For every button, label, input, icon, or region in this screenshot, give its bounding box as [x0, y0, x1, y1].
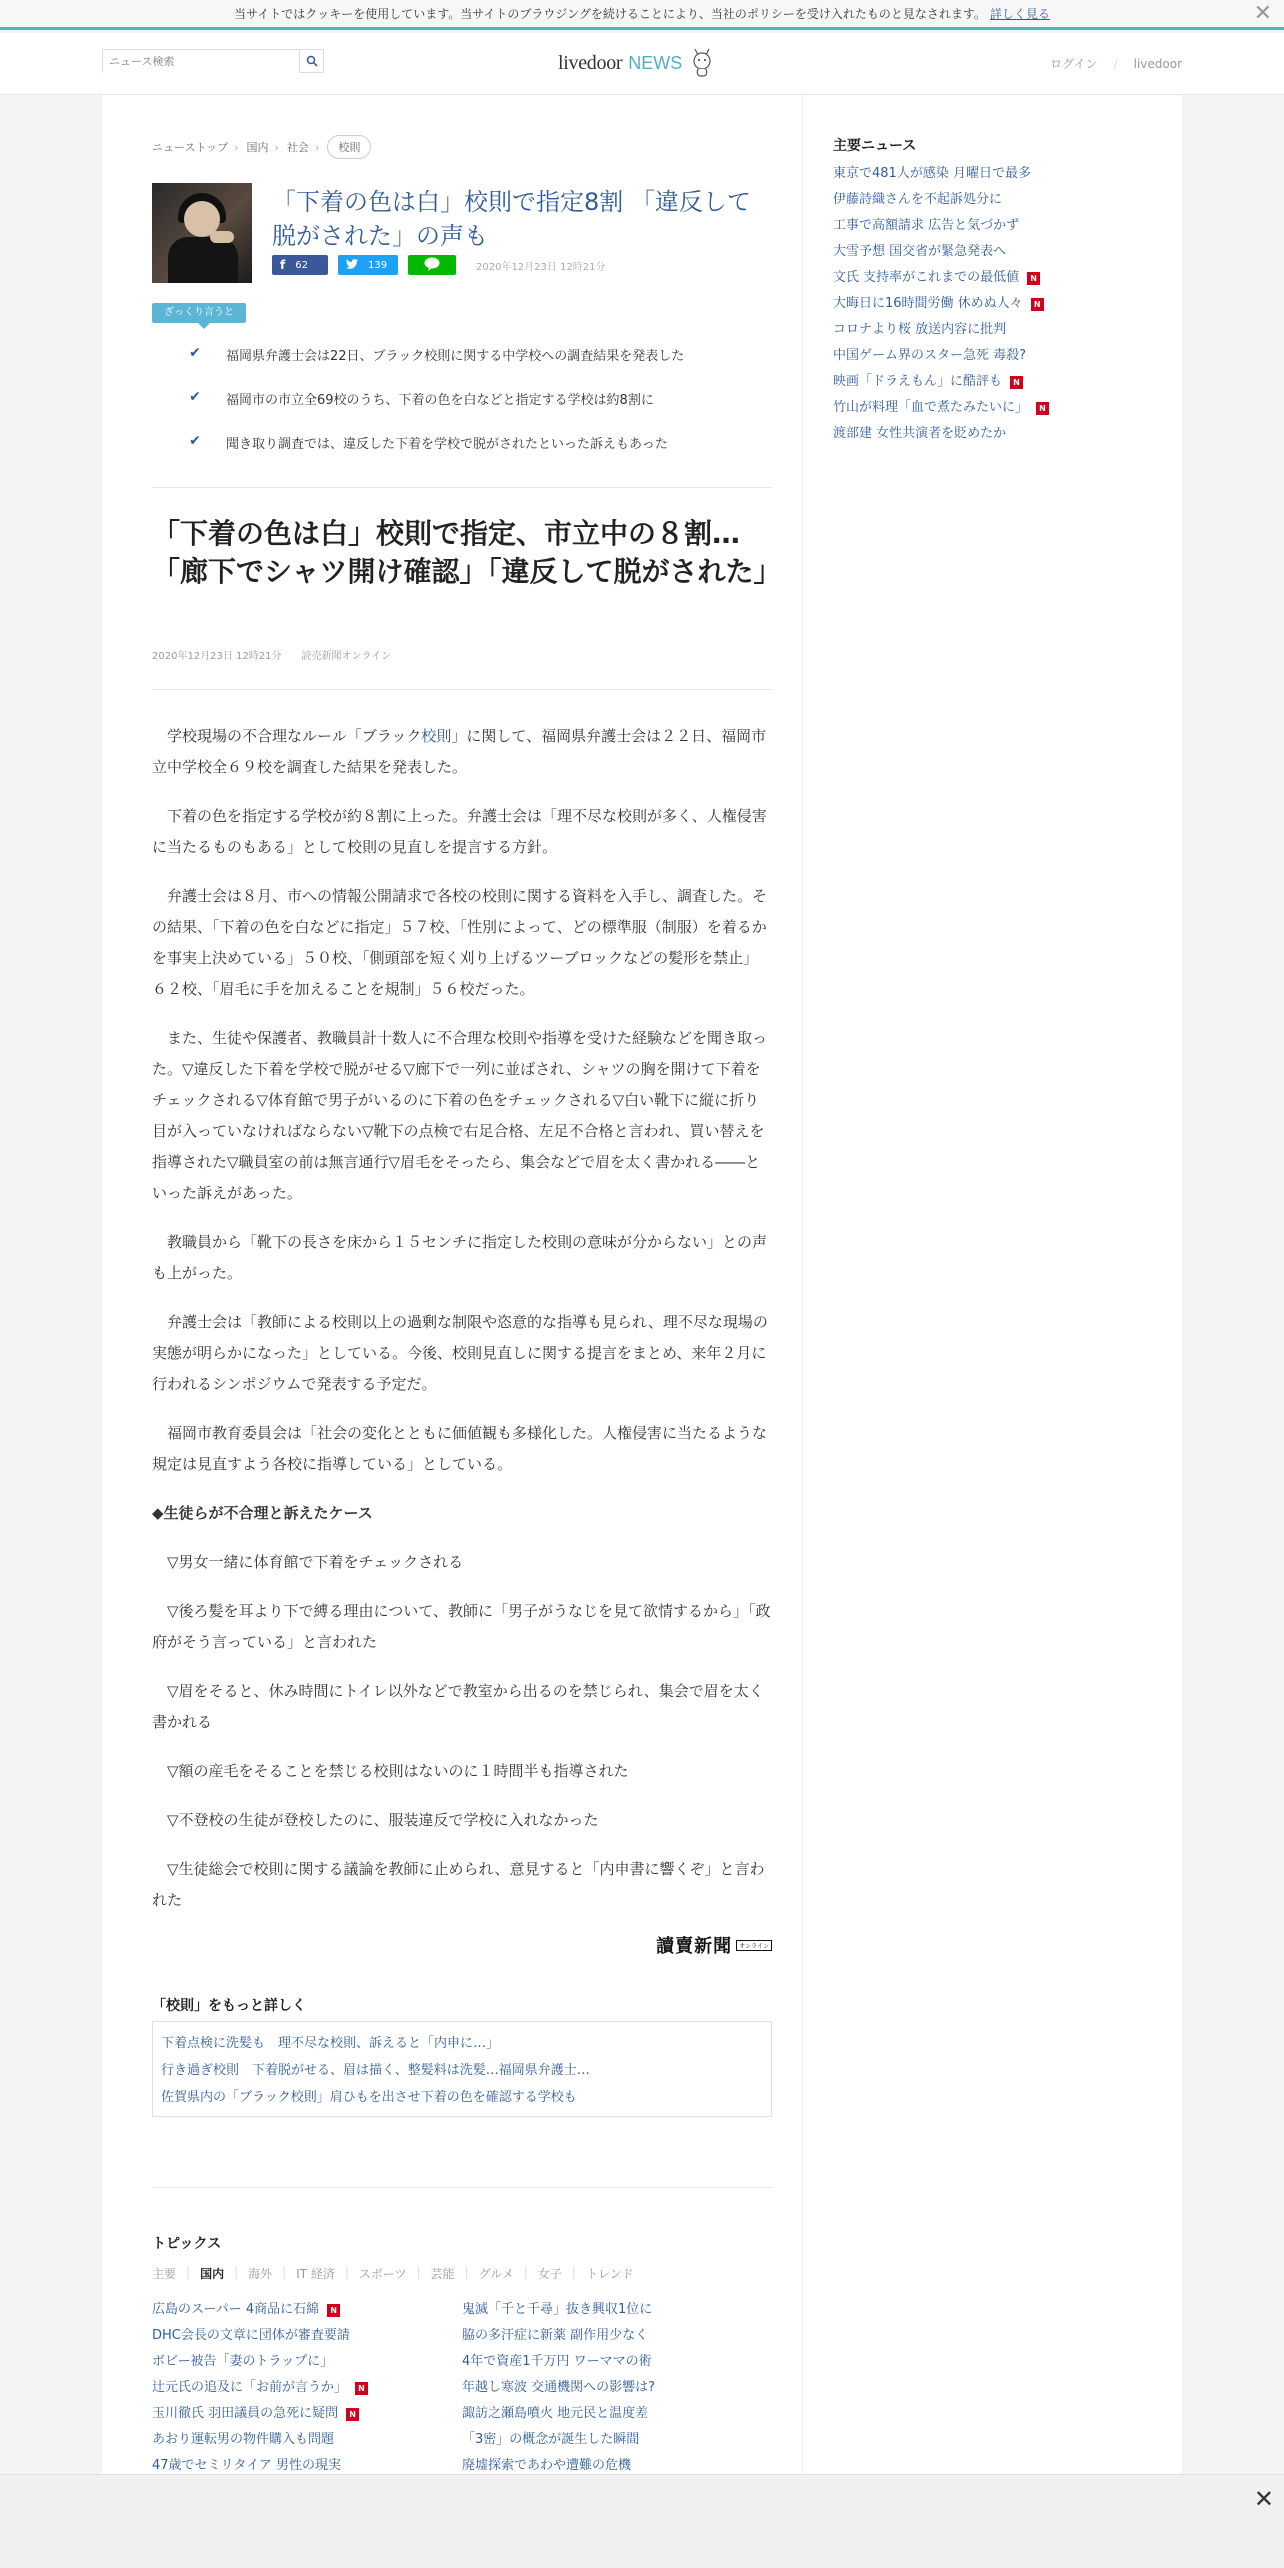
sidebar-news-item[interactable]: 工事で高額請求 広告と気づかず [833, 218, 1020, 233]
topic-link[interactable]: 脇の多汗症に新薬 副作用少なく [462, 2328, 649, 2343]
sidebar-heading: 主要ニュース [833, 138, 917, 154]
new-badge: N [1031, 298, 1044, 311]
sidebar-news-item[interactable]: 渡部建 女性共演者を貶めたか [833, 426, 1007, 441]
summary-point [180, 389, 780, 433]
topics-left-column [152, 2297, 452, 2479]
related-link[interactable]: 下着点検に洗髪も 理不尽な校則、訴えると「内申に…」 [161, 2036, 500, 2051]
yomiuri-logo[interactable] [652, 1933, 772, 1957]
related-heading: 「校則」をもっと詳しく [152, 1998, 306, 2014]
news-search [102, 49, 324, 73]
check-icon: ✔ [189, 389, 201, 405]
article-paragraph [152, 721, 772, 783]
sidebar-news-item[interactable]: 竹山が料理「血で煮たみたいに」 N [833, 395, 1153, 421]
related-links [152, 2021, 772, 2117]
summary-point-text: 福岡県弁護士会は22日、ブラック校則に関する中学校への調査結果を発表した [226, 349, 685, 364]
topic-link[interactable]: 廃墟探索であわや遭難の危機 [462, 2458, 632, 2473]
sidebar-news-item[interactable]: 映画「ドラえもん」に酷評も N [833, 369, 1153, 395]
facebook-count: 62 [295, 259, 308, 271]
section-divider [152, 689, 772, 690]
chevron-right-icon: › [314, 140, 320, 154]
topic-link[interactable]: 4年で資産1千万円 ワーママの術 [462, 2354, 652, 2369]
paragraph-text: 」に関して、福岡県弁護士会は２２日、福岡市立中学校全６９校を調査した結果を発表した。 [152, 727, 767, 776]
twitter-count: 139 [368, 259, 388, 271]
topics-heading: トピックス [152, 2236, 222, 2252]
sidebar-news-list [833, 161, 1153, 447]
line-icon [424, 257, 440, 274]
topic-link[interactable]: 諏訪之瀬島噴火 地元民と温度差 [462, 2406, 649, 2421]
breadcrumb [152, 135, 371, 159]
sidebar-news-item[interactable]: 大晦日に16時間労働 休めぬ人々 N [833, 291, 1153, 317]
tab-overseas[interactable]: 海外 [248, 2267, 273, 2281]
topic-link[interactable]: 「3密」の概念が誕生した瞬間 [462, 2432, 640, 2447]
cookie-more-link[interactable]: 詳しく見る [989, 7, 1050, 21]
facebook-icon: f [280, 258, 286, 272]
header-links [1034, 55, 1182, 72]
chevron-right-icon: › [274, 140, 279, 154]
chevron-right-icon: › [234, 140, 239, 154]
topic-link[interactable]: あおり運転男の物件購入も問題 [152, 2432, 335, 2447]
summary-label: ざっくり言うと [152, 303, 246, 323]
breadcrumb-item[interactable]: 社会 [286, 141, 309, 154]
related-link[interactable]: 佐賀県内の「ブラック校則」肩ひもを出させ下着の色を確認する学校も [161, 2090, 577, 2105]
check-icon: ✔ [189, 345, 201, 361]
search-input[interactable] [103, 51, 299, 73]
topic-link[interactable]: 年越し寒波 交通機関への影響は? [462, 2380, 656, 2395]
site-header [0, 33, 1284, 95]
summary-points [180, 345, 780, 477]
article-date: 2020年12月23日 12時21分 [152, 651, 282, 662]
topic-tabs: 主要 | 国内 | 海外 | IT 経済 | スポーツ | 芸能 | グルメ | 女子 | トレンド [152, 2265, 634, 2281]
article-subheading: ◆生徒らが不合理と訴えたケース [152, 1504, 373, 1522]
case-item: ▽不登校の生徒が登校したのに、服装違反で学校に入れなかった [167, 1811, 599, 1829]
new-badge: N [1036, 402, 1049, 415]
tab-entertainment[interactable]: 芸能 [430, 2267, 455, 2281]
breadcrumb-item[interactable]: 国内 [246, 141, 269, 154]
login-link[interactable]: ログイン [1050, 57, 1098, 71]
new-badge: N [346, 2408, 359, 2421]
section-divider [152, 487, 772, 488]
tab-domestic[interactable]: 国内 [200, 2267, 225, 2281]
case-item: ▽眉をそると、休み時間にトイレ以外などで教室から出るのを禁じられ、集会で眉を太く書かれる [152, 1682, 764, 1731]
logo-news: NEWS [628, 52, 683, 73]
breadcrumb-item[interactable]: ニューストップ [152, 141, 229, 154]
summary-point-text: 福岡市の市立全69校のうち、下着の色を白などと指定する学校は約8割に [226, 393, 654, 408]
cookie-banner [0, 0, 1284, 30]
topic-link[interactable]: DHC会長の文章に団体が審査要請 [152, 2328, 350, 2343]
section-divider [152, 2187, 772, 2188]
tab-sports[interactable]: スポーツ [358, 2267, 407, 2281]
new-badge: N [327, 2304, 340, 2317]
new-badge: N [355, 2382, 368, 2395]
summary-point [180, 433, 780, 477]
main-column [102, 95, 802, 2475]
article-paragraph: また、生徒や保護者、教職員計十数人に不合理な校則や指導を受けた経験などを聞き取った。▽違反した下着を学校で脱がせる▽廊下で一列に並ばされ、シャツの胸を開けて下着をチェックされる▽体育館で男子がいるのに下着の色をチェックされる▽白い靴下に縦に折り目が入っていなければならない▽靴下の点検で右足合格、左足不合格と言われ、買い替えを指導された▽職員室の前は無言通行▽眉毛をそったら、集会などで眉を太く書かれる――といった訴えがあった。 [152, 1029, 768, 1202]
article-meta [152, 647, 411, 662]
mascot-icon [690, 45, 714, 81]
site-logo[interactable] [558, 45, 714, 81]
twitter-share-button[interactable] [338, 255, 398, 275]
logo-livedoor: livedoor [558, 51, 623, 74]
share-bar [272, 255, 606, 275]
new-badge: N [1027, 272, 1040, 285]
topic-link[interactable]: 鬼滅「千と千尋」抜き興収1位に [462, 2302, 653, 2317]
case-item: ▽生徒総会で校則に関する議論を教師に止められ、意見すると「内申書に響くぞ」と言われた [152, 1860, 765, 1909]
topic-link[interactable]: 広島のスーパー 4商品に石綿 N [152, 2297, 452, 2323]
topic-link[interactable]: 玉川徹氏 羽田議員の急死に疑問 N [152, 2401, 452, 2427]
twitter-icon [346, 258, 358, 272]
article-source: 読売新聞オンライン [301, 651, 392, 662]
paragraph-text: 学校現場の不合理なルール「ブラック [167, 727, 422, 745]
article-body [152, 721, 772, 1934]
yomiuri-online-badge: オンライン [736, 1940, 772, 1951]
sidebar-news-item[interactable]: 大雪予想 国交省が緊急発表へ [833, 244, 1007, 259]
tab-it-economy[interactable]: IT 経済 [296, 2267, 335, 2281]
case-item: ▽男女一緒に体育館で下着をチェックされる [167, 1553, 464, 1571]
tab-trend[interactable]: トレンド [585, 2267, 634, 2281]
search-icon[interactable] [299, 50, 323, 72]
line-share-button[interactable] [408, 255, 456, 275]
topic-link[interactable]: 辻元氏の追及に「お前が言うか」 N [152, 2375, 452, 2401]
sidebar-news-item[interactable]: 伊藤詩織さんを不起訴処分に [833, 192, 1003, 207]
article-paragraph: 弁護士会は「教師による校則以上の過剰な制限や恣意的な指導も見られ、理不尽な現場の実態が明らかになった」としている。今後、校則見直しに関する提言をまとめ、来年２月に行われるシンポジウムで発表する予定だ。 [152, 1313, 768, 1393]
sidebar-news-item[interactable]: 中国ゲーム界のスター急死 毒殺? [833, 348, 1027, 363]
sidebar-news-item[interactable]: 文氏 支持率がこれまでの最低値 N [833, 265, 1153, 291]
article-paragraph: 下着の色を指定する学校が約８割に上った。弁護士会は「理不尽な校則が多く、人権侵害に当たるものもある」として校則の見直しを提言する方針。 [152, 807, 767, 856]
cookie-text: 当サイトではクッキーを使用しています。当サイトのブラウジングを続けることにより、当社のポリシーを受け入れたものと見なされます。 [234, 7, 986, 21]
bottom-ad-bar [0, 2474, 1284, 2568]
tag-link[interactable]: 校則 [421, 727, 452, 745]
new-badge: N [1010, 376, 1023, 389]
tab-women[interactable]: 女子 [537, 2267, 562, 2281]
article-thumbnail[interactable] [152, 183, 252, 283]
breadcrumb-tag[interactable]: 校則 [327, 135, 371, 159]
summary-point-text: 聞き取り調査では、違反した下着を学校で脱がされたといった訴えもあった [226, 437, 668, 452]
article-summary-header [152, 183, 772, 283]
topic-link[interactable]: ボビー被告「妻のトラップに」 [152, 2354, 334, 2369]
summary-point [180, 345, 780, 389]
header-separator: / [1113, 57, 1118, 71]
livedoor-link[interactable]: livedoor [1133, 57, 1182, 71]
facebook-share-button[interactable] [272, 255, 328, 275]
article-paragraph: 弁護士会は８月、市への情報公開請求で各校の校則に関する資料を入手し、調査した。その結果、「下着の色を白などに指定」５７校、「性別によって、どの標準服（制服）を着るかを事実上決めている」５０校、「側頭部を短く刈り上げるツーブロックなどの髪形を禁止」６２校、「眉毛に手を加えることを規制」５６校だった。 [152, 887, 768, 998]
check-icon: ✔ [189, 433, 201, 449]
article-paragraph: 福岡市教育委員会は「社会の変化とともに価値観も多様化した。人権侵害に当たるような規定は見直すよう各校に指導している」としている。 [152, 1424, 768, 1473]
yomiuri-logo-text: 讀賣新聞 [656, 1936, 733, 1957]
summary-date: 2020年12月23日 12時21分 [476, 261, 606, 273]
case-item: ▽額の産毛をそることを禁じる校則はないのに１時間半も指導された [167, 1762, 629, 1780]
topics-right-column [462, 2297, 762, 2479]
summary-title: 「下着の色は白」校則で指定8割 「違反して脱がされた」の声も [272, 188, 751, 250]
topic-link[interactable]: 47歳でセミリタイア 男性の現実 [152, 2458, 342, 2473]
cookie-close-icon[interactable]: ✕ [1253, 1, 1272, 26]
sidebar-news-item[interactable]: コロナより桜 放送内容に批判 [833, 322, 1007, 337]
article-title: 「下着の色は白」校則で指定、市立中の８割…「廊下でシャツ開け確認」「違反して脱がされた」 [152, 517, 782, 588]
sidebar [802, 95, 1182, 2475]
case-item: ▽後ろ髪を耳より下で縛る理由について、教師に「男子がうなじを見て欲情するから」「政府がそう言っている」と言われた [152, 1602, 771, 1651]
article-paragraph: 教職員から「靴下の長さを床から１５センチに指定した校則の意味が分からない」との声も上がった。 [152, 1233, 768, 1282]
related-link[interactable]: 行き過ぎ校則 下着脱がせる、眉は描く、整髪料は洗髪…福岡県弁護士… [161, 2063, 590, 2078]
sidebar-news-item[interactable]: 東京で481人が感染 月曜日で最多 [833, 166, 1031, 181]
tab-main[interactable]: 主要 [152, 2267, 177, 2281]
tab-gourmet[interactable]: グルメ [478, 2267, 514, 2281]
close-icon[interactable]: ✕ [1253, 2485, 1274, 2513]
